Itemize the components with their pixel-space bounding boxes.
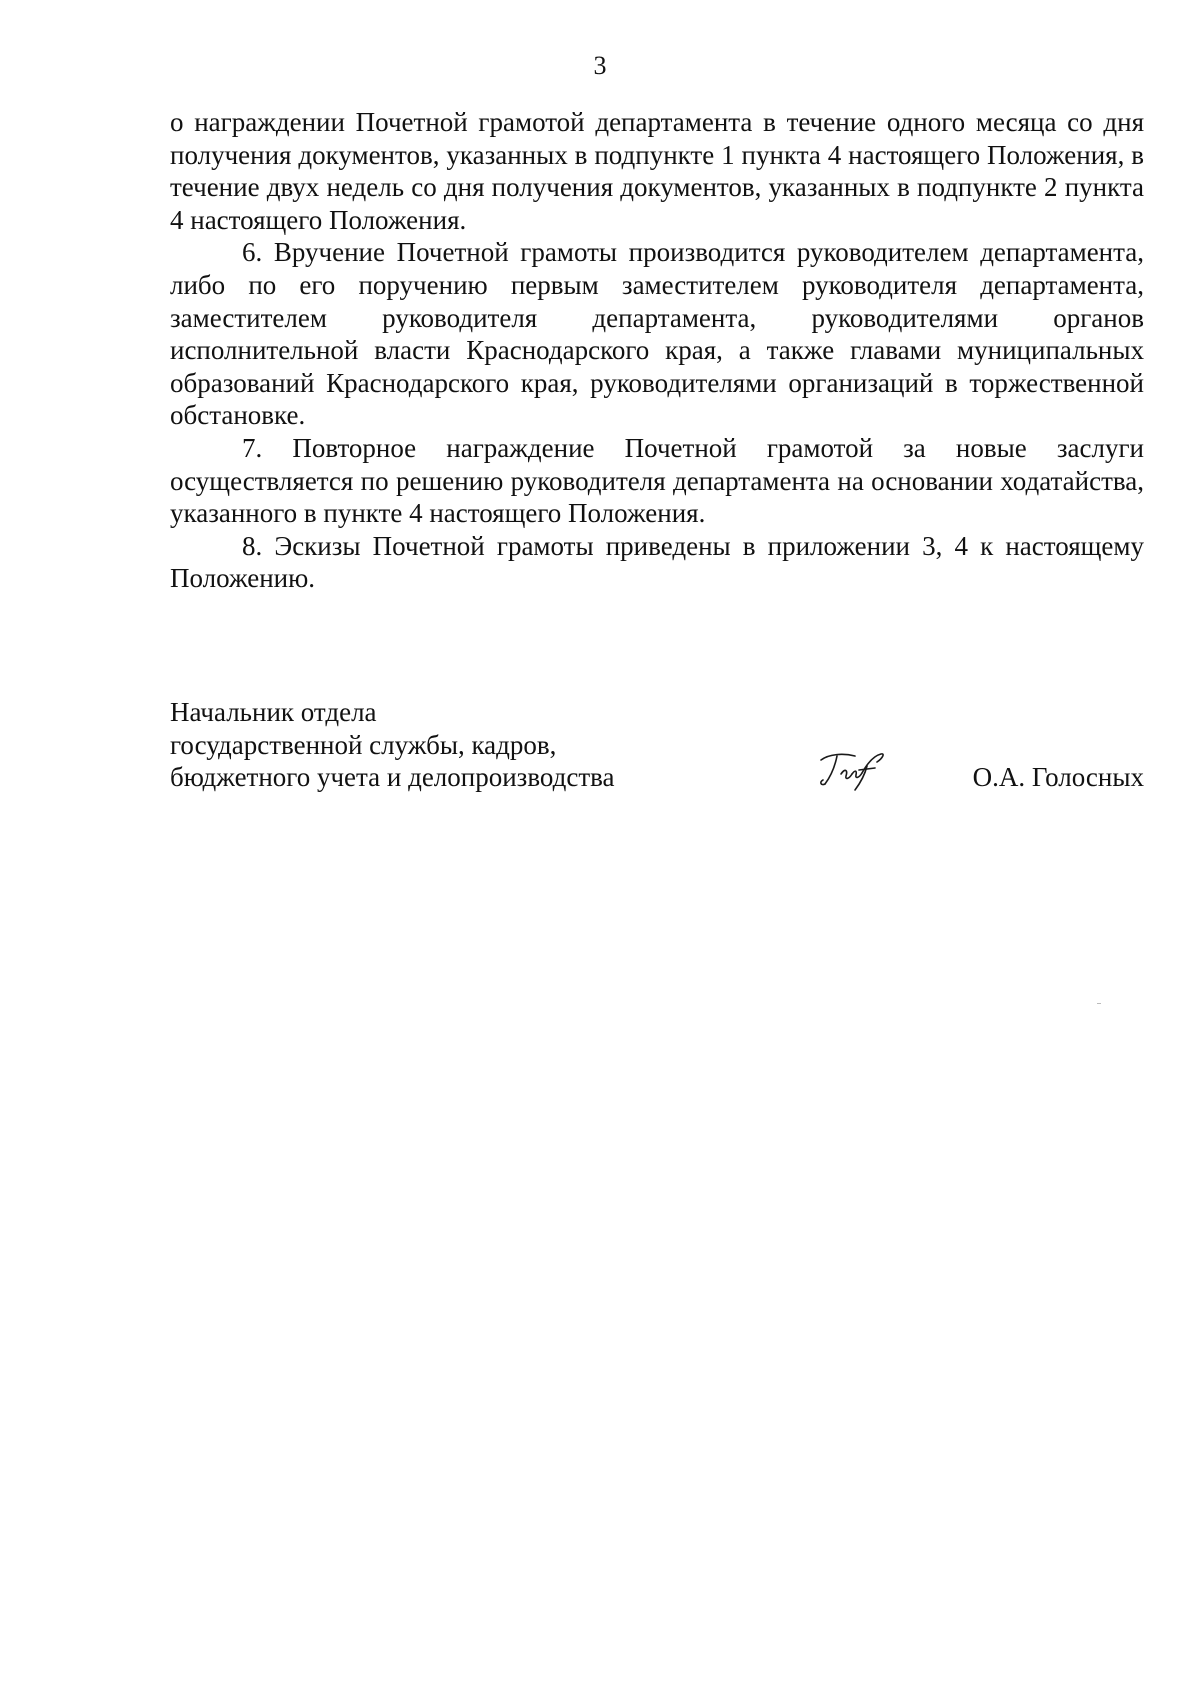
signer-name: О.А. Голосных — [972, 762, 1144, 792]
signer-position-line: Начальник отдела — [170, 697, 377, 727]
document-body — [170, 106, 1144, 595]
signature-block — [170, 696, 1144, 816]
signer-position-line: государственной службы, кадров, — [170, 729, 557, 760]
paragraph-item-8: 8. Эскизы Почетной грамоты приведены в приложении 3, 4 к настоящему Положению. — [170, 530, 1144, 594]
paragraph-continuation: о награждении Почетной грамотой департамента в течение одного месяца со дня получения документов, указанных в подпункте 1 пункта 4 настоящего Положения, в течение двух недель со дня получения документов, указанных в подпункте 2 пункта 4 настоящего Положения. — [170, 107, 1144, 235]
signer-position-line: бюджетного учета и делопроизводства — [170, 762, 615, 793]
signer-position — [170, 696, 690, 794]
handwritten-signature — [815, 748, 890, 794]
paragraph-item-7: 7. Повторное награждение Почетной грамотой за новые заслуги осуществляется по решению руководителя департамента на основании ходатайства, указанного в пункте 4 настоящего Положения. — [170, 432, 1144, 529]
page-number: 3 — [593, 51, 607, 80]
scan-artifact — [1097, 1003, 1101, 1004]
paragraph-item-6: 6. Вручение Почетной грамоты производится руководителем департамента, либо по его поручению первым заместителем руководителя департамента, заместителем руководителя департамента, руководителями органов исполнительной власти Краснодарского края, а также главами муниципальных образований Краснодарского края, руководителями организаций в торжественной обстановке. — [170, 237, 1144, 431]
